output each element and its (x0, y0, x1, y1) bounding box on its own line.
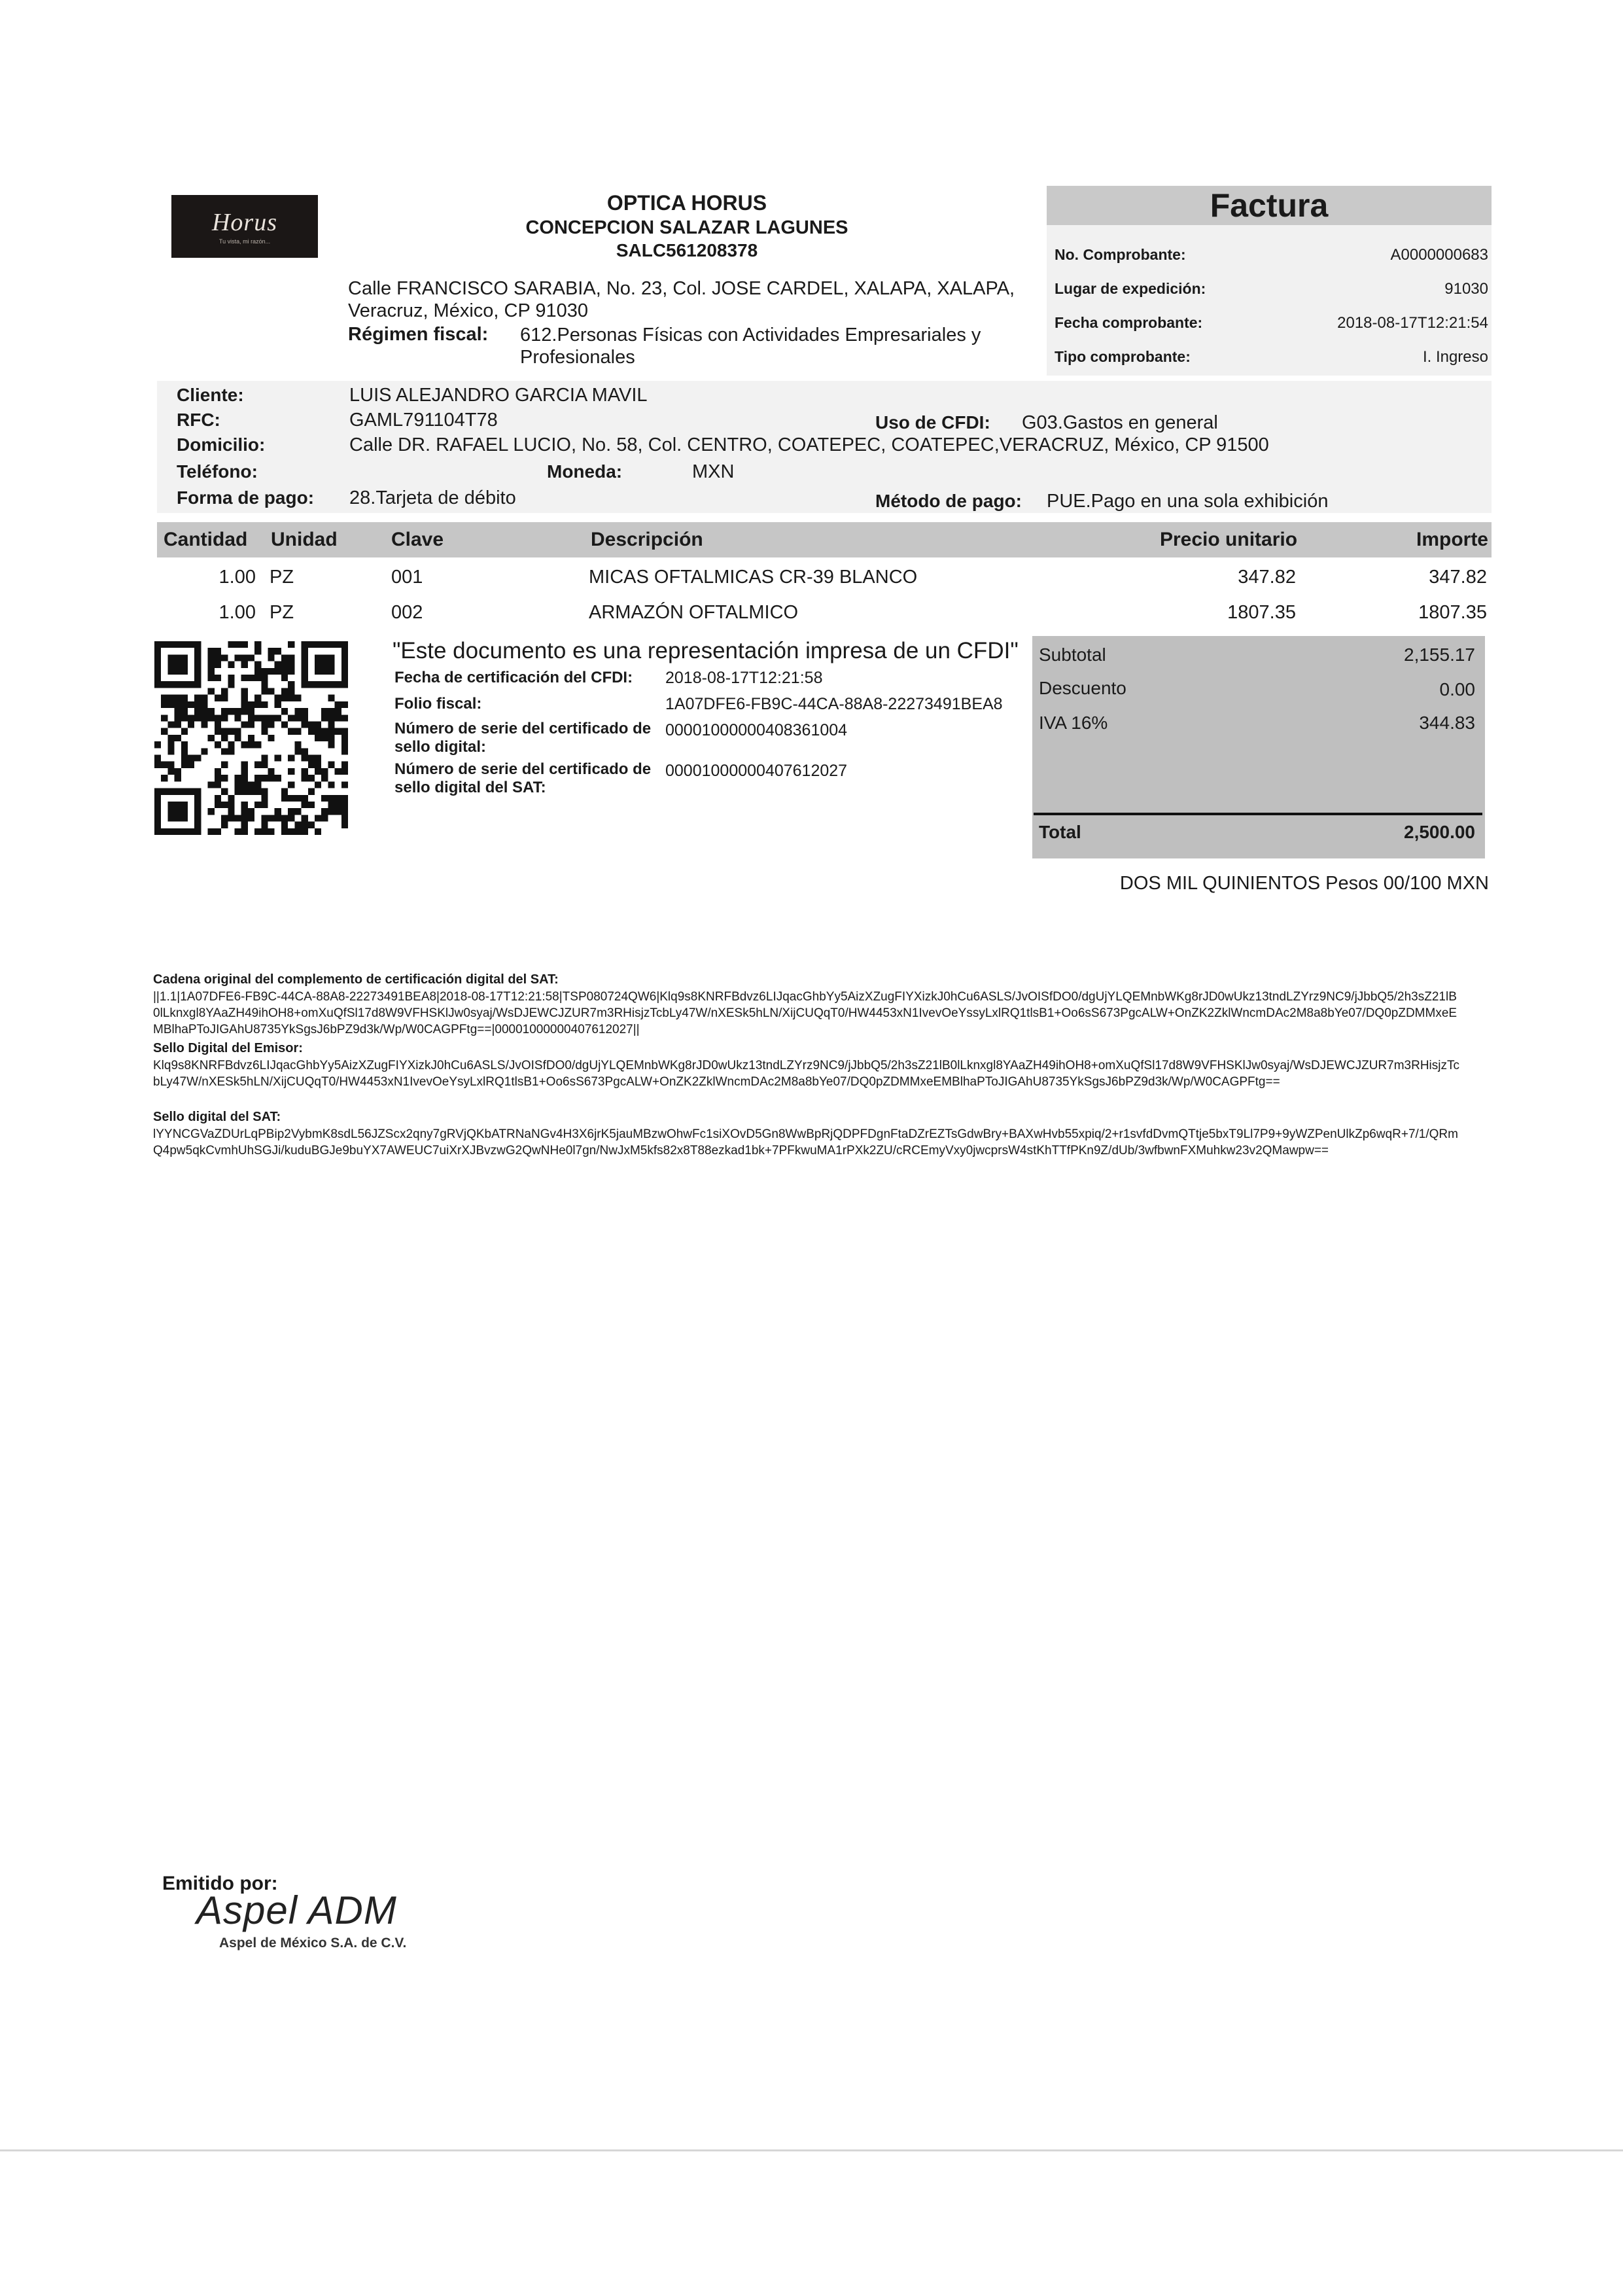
totals-divider (1034, 813, 1482, 815)
metodo-pago-value: PUE.Pago en una sola exhibición (1047, 491, 1329, 512)
col-header-clave: Clave (391, 529, 444, 550)
subtotal-label: Subtotal (1039, 645, 1106, 665)
item-importe: 1807.35 (1418, 602, 1487, 623)
col-header-descripcion: Descripción (591, 529, 703, 550)
folio-value: 1A07DFE6-FB9C-44CA-88A8-22273491BEA8 (665, 695, 1003, 713)
cadena-original-label: Cadena original del complemento de certificación digital del SAT: (153, 972, 559, 987)
total-value: 2,500.00 (1404, 822, 1475, 842)
item-descripcion: MICAS OFTALMICAS CR-39 BLANCO (589, 567, 918, 588)
sello-sat-label: Sello digital del SAT: (153, 1110, 281, 1124)
regimen-value: 612.Personas Físicas con Actividades Empresariales y Profesionales (520, 325, 981, 368)
fecha-cert-value: 2018-08-17T12:21:58 (665, 669, 823, 687)
descuento-label: Descuento (1039, 678, 1126, 698)
sello-sat-text: lYYNCGVaZDUrLqPBip2VybmK8sdL56JZScx2qny7gRVjQKbATRNaNGv4H3X6jrK5jauMBzwOhwFc1siXOvD5Gn8WwBpRjQDPFDgnFtaDZrEZTsGdwBry+BAXwHvb55xpiq/2+r1svfdDvmQTtje5bxT9Ll7P9+9yWZPenUlkZp6wqR+7/1/QRmQ4pw5qkCvmhUhSGJi/kuduBGJe9buYX7AWEUC7uiXrXJBvzwG2QwNHe0l7gn/NwJxM5kfs82x8T88ezkad1bk+7PFkwuMA1rPXk2ZU/cRCEmyVxy0jwcprsW4stKhTTfPKn9Z/dUb/3wfbwnFXMuhkw23v2QMawpw== (153, 1127, 1458, 1157)
serie-cert-value: 00001000000408361004 (665, 721, 848, 739)
rfc-value: GAML791104T78 (349, 410, 498, 431)
aspel-company: Aspel de México S.A. de C.V. (219, 1935, 407, 1951)
issuer-name: OPTICA HORUS (606, 191, 767, 215)
total-label: Total (1039, 822, 1081, 842)
issuer-rfc: SALC561208378 (616, 240, 758, 260)
fecha-cert-label: Fecha de certificación del CFDI: (394, 669, 633, 686)
col-header-unidad: Unidad (271, 529, 338, 550)
sello-emisor-label: Sello Digital del Emisor: (153, 1041, 303, 1055)
telefono-label: Teléfono: (177, 461, 258, 482)
invoice-place: 91030 (1444, 280, 1488, 298)
item-precio: 347.82 (1238, 567, 1296, 588)
item-unidad: PZ (270, 567, 294, 588)
item-cantidad: 1.00 (218, 567, 256, 588)
forma-pago-label: Forma de pago: (177, 487, 315, 508)
invoice-field-label: Lugar de expedición: (1055, 280, 1206, 297)
item-descripcion: ARMAZÓN OFTALMICO (589, 602, 799, 623)
item-importe: 347.82 (1429, 567, 1487, 588)
sello-emisor-text: Klq9s8KNRFBdvz6LIJqacGhbYy5AizXZugFIYXizkJ0hCu6ASLS/JvOISfDO0/dgUjYLQEMnbWKg8rJD0wUkz13tndLZYrz9NC9/jJbbQ5/2h3sZ21lB0lLknxgl8YAaZH49ihOH8+omXuQfSl17d8W9VFHSKlJw0syaj/WsDJEWCJZUR7m3RHisjzTcbLy47W/nXESk5hLN/XijCUQqT0/HW4453xN1IvevOeYsyLxlRQ1tlsB1+Oo6sS673PgcALW+OnZK2ZklWncmDAc2M8a8bYe07/DQ0pZDMMxeEMBlhaPToJIGAhU8735YkSgsJ6bPZ9d3k/Wp/W0CAGPFtg== (153, 1059, 1459, 1089)
rfc-label: RFC: (177, 410, 220, 430)
regimen-label: Régimen fiscal: (348, 324, 489, 345)
col-header-importe: Importe (1416, 529, 1488, 550)
issuer-address: Calle FRANCISCO SARABIA, No. 23, Col. JOSE CARDEL, XALAPA, XALAPA, Veracruz, México, CP 91030 (348, 278, 1015, 321)
issuer-logo (171, 195, 318, 258)
logo-brand-text: Horus (211, 209, 278, 236)
invoice-number: A0000000683 (1390, 246, 1488, 264)
col-header-precio: Precio unitario (1160, 529, 1298, 550)
domicilio-label: Domicilio: (177, 434, 266, 455)
cadena-original-text: ||1.1|1A07DFE6-FB9C-44CA-88A8-22273491BEA8|2018-08-17T12:21:58|TSP080724QW6|Klq9s8KNRFBdvz6LIJqacGhbYy5AizXZugFIYXizkJ0hCu6ASLS/JvOISfDO0/dgUjYLQEMnbWKg8rJD0wUkz13tndLZYrz9NC9/jJbbQ5/2h3sZ21lB0lLknxgl8YAaZH49ihOH8+omXuQfSl17d8W9VFHSKlJw0syaj/WsDJEWCJZUR7m3RHisjzTcbLy47W/nXESk5hLN/XijCUQqT0/HW4453xN1IvevOeYssyLxlRQ1tlsB1+Oo6sS673PgcALW+OnZK2ZklWncmDAc2M8a8bYe07/DQ0pZDMMxeEMBlhaPToJIGAhU8735YkSgsJ6bPZ9d3k/Wp/W0CAGPFtg==|00001000000407612027|| (153, 990, 1457, 1036)
item-unidad: PZ (270, 602, 294, 623)
item-precio: 1807.35 (1227, 602, 1296, 623)
invoice-field-label: Fecha comprobante: (1055, 314, 1203, 331)
iva-label: IVA 16% (1039, 713, 1108, 733)
invoice-title: Factura (1047, 186, 1492, 225)
cliente-value: LUIS ALEJANDRO GARCIA MAVIL (349, 385, 648, 406)
moneda-label: Moneda: (547, 461, 623, 482)
scan-edge-line (0, 2149, 1623, 2151)
moneda-value: MXN (692, 461, 735, 482)
invoice-date: 2018-08-17T12:21:54 (1337, 314, 1488, 332)
serie-sat-value: 00001000000407612027 (665, 762, 848, 780)
folio-label: Folio fiscal: (394, 695, 482, 713)
invoice-field-label: No. Comprobante: (1055, 246, 1186, 263)
uso-cfdi-value: G03.Gastos en general (1022, 412, 1218, 433)
qr-code-icon (154, 641, 348, 835)
serie-cert-label: Número de serie del certificado de sello digital: (394, 720, 652, 756)
cfdi-phrase: "Este documento es una representación impresa de un CFDI" (393, 638, 1019, 663)
cliente-label: Cliente: (177, 385, 244, 405)
logo-tagline: Tu vista, mi razón... (218, 238, 271, 245)
item-clave: 002 (391, 602, 423, 623)
forma-pago-value: 28.Tarjeta de débito (349, 487, 516, 508)
uso-cfdi-label: Uso de CFDI: (875, 412, 990, 433)
domicilio-value: Calle DR. RAFAEL LUCIO, No. 58, Col. CENTRO, COATEPEC, COATEPEC,VERACRUZ, México, CP 91500 (349, 434, 1269, 455)
issuer-owner: CONCEPCION SALAZAR LAGUNES (525, 217, 848, 238)
item-cantidad: 1.00 (218, 602, 256, 623)
col-header-cantidad: Cantidad (164, 529, 248, 550)
item-clave: 001 (391, 567, 423, 588)
iva-value: 344.83 (1419, 713, 1475, 733)
metodo-pago-label: Método de pago: (875, 491, 1022, 511)
serie-sat-label: Número de serie del certificado de sello digital del SAT: (394, 760, 652, 796)
subtotal-value: 2,155.17 (1404, 645, 1475, 665)
invoice-field-label: Tipo comprobante: (1055, 348, 1191, 365)
emitido-label: Emitido por: (162, 1873, 278, 1894)
amount-in-words: DOS MIL QUINIENTOS Pesos 00/100 MXN (1119, 873, 1489, 894)
descuento-value: 0.00 (1439, 679, 1475, 699)
invoice-type: I. Ingreso (1422, 348, 1488, 366)
aspel-logo: Aspel ADM (196, 1888, 397, 1932)
